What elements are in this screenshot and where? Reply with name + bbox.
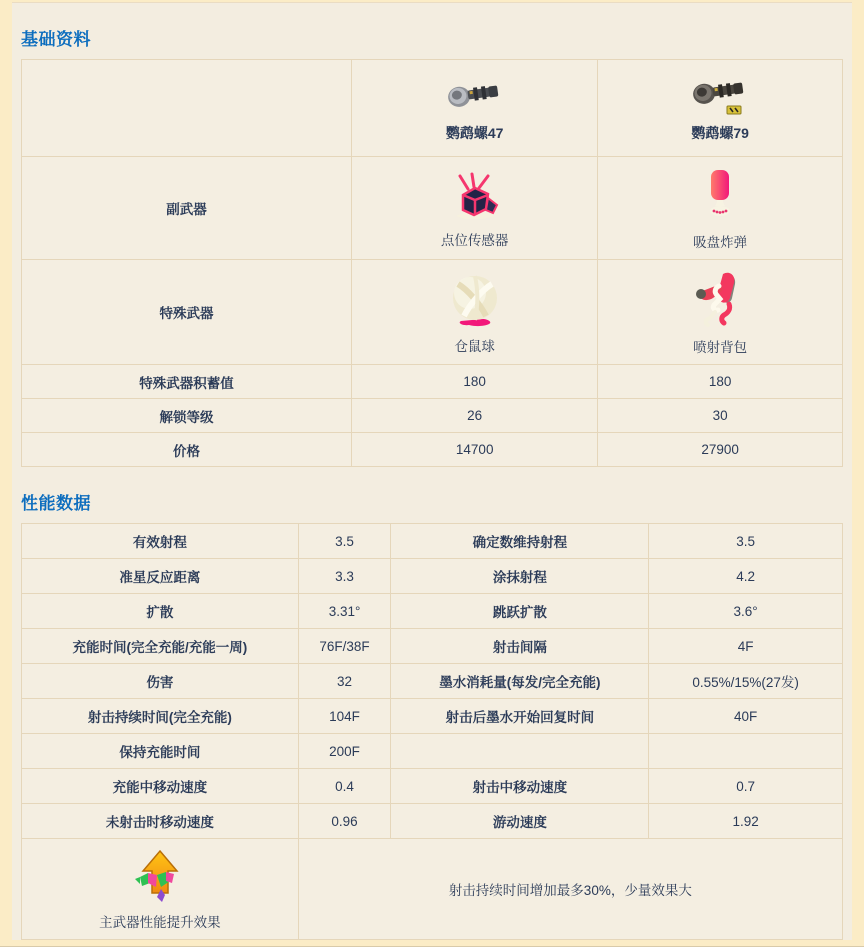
stat-label: 射击后墨水开始回复时间 <box>391 699 649 734</box>
sub-weapon-cell-a <box>352 157 598 260</box>
table-row <box>22 157 843 260</box>
stat-value: 0.55%/15%(27发) <box>649 664 843 699</box>
boost-cell <box>22 839 299 940</box>
stat-value: 0.96 <box>298 804 391 839</box>
stat-value: 4F <box>649 629 843 664</box>
stat-label: 保持充能时间 <box>22 734 299 769</box>
stat-label: 墨水消耗量(每发/完全充能) <box>391 664 649 699</box>
stat-value: 180 <box>598 365 843 399</box>
stat-label: 涂抹射程 <box>391 559 649 594</box>
stat-value: 76F/38F <box>298 629 391 664</box>
point-sensor-icon[interactable] <box>448 169 502 223</box>
stat-value <box>649 734 843 769</box>
stat-value: 40F <box>649 699 843 734</box>
empty-cell <box>22 60 352 157</box>
stat-label: 射击中移动速度 <box>391 769 649 804</box>
stat-label: 确定数维持射程 <box>391 524 649 559</box>
stat-label: 准星反应距离 <box>22 559 299 594</box>
nautilus47-weapon-icon[interactable] <box>444 75 506 117</box>
special-weapon-name: 仓鼠球 <box>454 339 495 354</box>
table-row <box>22 433 843 467</box>
table-row <box>22 769 843 804</box>
article-content <box>12 2 852 940</box>
stat-label: 射击间隔 <box>391 629 649 664</box>
section-title-basic: 基础资料 <box>21 30 91 49</box>
table-row <box>22 260 843 365</box>
performance-table <box>21 523 843 940</box>
stat-value: 27900 <box>598 433 843 467</box>
table-row <box>22 559 843 594</box>
stat-label: 游动速度 <box>391 804 649 839</box>
stat-value: 4.2 <box>649 559 843 594</box>
weapon-name: 鹦鹉螺47 <box>445 125 504 141</box>
main-weapon-power-up-icon[interactable] <box>131 849 189 905</box>
weapon-cell-a <box>352 60 598 157</box>
table-row <box>22 399 843 433</box>
stat-label: 扩散 <box>22 594 299 629</box>
sub-weapon-name: 吸盘炸弹 <box>693 235 748 250</box>
table-row <box>22 734 843 769</box>
stat-label: 特殊武器积蓄值 <box>22 365 352 399</box>
stat-label: 副武器 <box>22 157 352 260</box>
table-row <box>22 664 843 699</box>
stat-label: 未射击时移动速度 <box>22 804 299 839</box>
weapon-cell-b <box>598 60 843 157</box>
boost-description: 射击持续时间增加最多30%，少量效果大 <box>298 839 842 940</box>
stat-value: 32 <box>298 664 391 699</box>
stat-value: 200F <box>298 734 391 769</box>
stat-value: 3.6° <box>649 594 843 629</box>
stat-value: 0.4 <box>298 769 391 804</box>
suction-bomb-icon[interactable] <box>693 167 747 225</box>
table-row <box>22 804 843 839</box>
inkjet-icon[interactable] <box>693 270 747 330</box>
special-weapon-cell-b <box>598 260 843 365</box>
table-row <box>22 365 843 399</box>
stat-value: 3.31° <box>298 594 391 629</box>
stat-value: 26 <box>352 399 598 433</box>
stat-value: 30 <box>598 399 843 433</box>
table-row <box>22 594 843 629</box>
table-row <box>22 629 843 664</box>
special-weapon-name: 喷射背包 <box>693 340 748 355</box>
sub-weapon-name: 点位传感器 <box>440 233 509 248</box>
section-title-performance: 性能数据 <box>21 494 91 513</box>
stat-value: 3.5 <box>298 524 391 559</box>
boost-label: 主武器性能提升效果 <box>99 915 221 930</box>
stat-label: 跳跃扩散 <box>391 594 649 629</box>
stat-label: 有效射程 <box>22 524 299 559</box>
table-row <box>22 60 843 157</box>
table-row <box>22 839 843 940</box>
basic-info-table <box>21 59 843 467</box>
weapon-name: 鹦鹉螺79 <box>691 125 749 141</box>
stat-value: 0.7 <box>649 769 843 804</box>
stat-label: 解锁等级 <box>22 399 352 433</box>
stat-value: 104F <box>298 699 391 734</box>
stat-label: 价格 <box>22 433 352 467</box>
special-weapon-cell-a <box>352 260 598 365</box>
baller-icon[interactable] <box>446 271 504 329</box>
stat-label: 特殊武器 <box>22 260 352 365</box>
stat-value: 14700 <box>352 433 598 467</box>
table-row <box>22 524 843 559</box>
stat-value: 1.92 <box>649 804 843 839</box>
sub-weapon-cell-b <box>598 157 843 260</box>
stat-label <box>391 734 649 769</box>
stat-value: 180 <box>352 365 598 399</box>
stat-value: 3.3 <box>298 559 391 594</box>
stat-label: 充能时间(完全充能/充能一周) <box>22 629 299 664</box>
stat-label: 充能中移动速度 <box>22 769 299 804</box>
stat-label: 射击持续时间(完全充能) <box>22 699 299 734</box>
stat-value: 3.5 <box>649 524 843 559</box>
nautilus79-weapon-icon[interactable] <box>689 75 751 117</box>
table-row <box>22 699 843 734</box>
stat-label: 伤害 <box>22 664 299 699</box>
